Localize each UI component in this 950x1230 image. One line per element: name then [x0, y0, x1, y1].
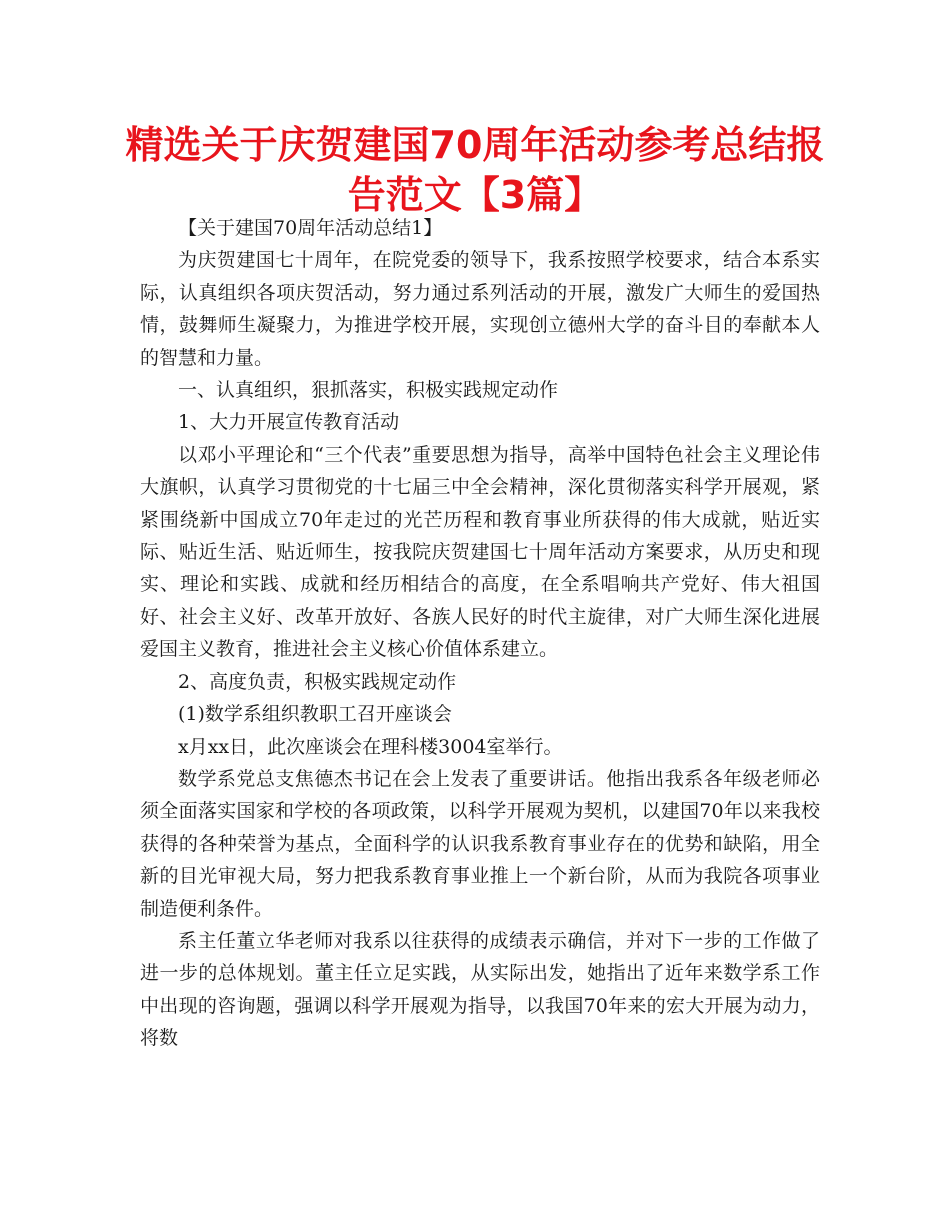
document-title: 精选关于庆贺建国70周年活动参考总结报告范文【3篇】 [125, 123, 825, 217]
paragraph-subheading: (1)数学系组织教职工召开座谈会 [178, 703, 452, 726]
paragraph-subheading: 1、大力开展宣传教育活动 [178, 411, 400, 434]
document-body [140, 212, 820, 1055]
paragraph: 以邓小平理论和“三个代表”重要思想为指导，高举中国特色社会主义理论伟大旗帜，认真学习贯彻党的十七届三中全会精神，深化贯彻落实科学开展观，紧紧围绕新中国成立70年走过的光芒历程和教育事业所获得的伟大成就，贴近实际、贴近生活、贴近师生，按我院庆贺建国七十周年活动方案要求，从历史和现实、理论和实践、成就和经历相结合的高度，在全系唱响共产党好、伟大祖国好、社会主义好、改革开放好、各族人民好的时代主旋律，对广大师生深化进展爱国主义教育，推进社会主义核心价值体系建立。 [140, 443, 820, 661]
paragraph-subheading: 2、高度负责，积极实践规定动作 [178, 670, 457, 693]
paragraph-heading: 一、认真组织，狠抓落实，积极实践规定动作 [178, 379, 559, 402]
paragraph: 数学系党总支焦德杰书记在会上发表了重要讲话。他指出我系各年级老师必须全面落实国家和学校的各项政策，以科学开展观为契机，以建国70年以来我校获得的各种荣誉为基点，全面科学的认识我系教育事业存在的优势和缺陷，用全新的目光审视大局，努力把我系教育事业推上一个新台阶，从而为我院各项事业制造便利条件。 [140, 767, 820, 920]
paragraph-section-heading: 【关于建国70周年活动总结1】 [178, 217, 443, 239]
paragraph: 为庆贺建国七十周年，在院党委的领导下，我系按照学校要求，结合本系实际，认真组织各项庆贺活动，努力通过系列活动的开展，激发广大师生的爱国热情，鼓舞师生凝聚力，为推进学校开展，实现创立德州大学的奋斗目的奉献本人的智慧和力量。 [140, 249, 820, 369]
paragraph: 系主任董立华老师对我系以往获得的成绩表示确信，并对下一步的工作做了进一步的总体规划。董主任立足实践，从实际出发，她指出了近年来数学系工作中出现的咨询题，强调以科学开展观为指导，以我国70年来的宏大开展为动力，将数 [140, 929, 820, 1050]
paragraph: x月xx日，此次座谈会在理科楼3004室举行。 [178, 735, 563, 758]
